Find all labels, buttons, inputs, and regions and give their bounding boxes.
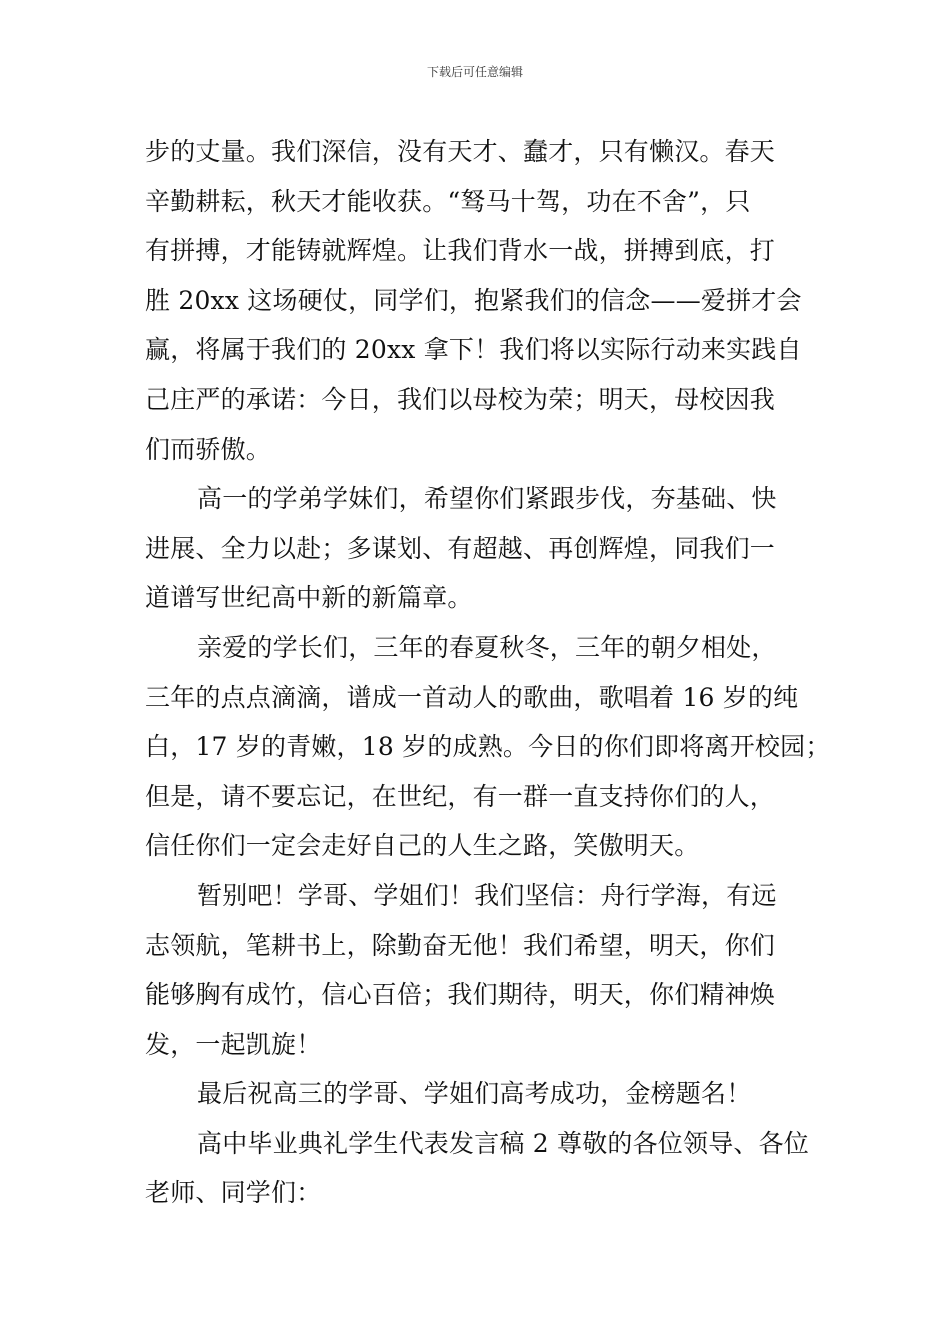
text-line: 进展、全力以赴；多谋划、有超越、再创辉煌，同我们一: [145, 533, 776, 563]
text-line: 步的丈量。我们深信，没有天才、蠢才，只有懒汉。春天: [145, 137, 776, 166]
page-header: 下载后可任意编辑: [426, 65, 523, 79]
text-line: 道谱写世纪高中新的新篇章。: [145, 583, 473, 613]
text-line: 三年的点点滴滴，谱成一首动人的歌曲，歌唱着 16 岁的纯: [145, 682, 799, 712]
document-body: [145, 127, 831, 1218]
text-line: 白，17 岁的青嫩，18 岁的成熟。今日的你们即将离开校园；: [145, 732, 831, 762]
text-line: 志领航，笔耕书上，除勤奋无他！我们希望，明天，你们: [145, 930, 776, 960]
text-line: 信任你们一定会走好自己的人生之路，笑傲明天。: [145, 831, 700, 861]
paragraph: [145, 871, 815, 1069]
text-line: 有拼搏，才能铸就辉煌。让我们背水一战，拼搏到底，打: [145, 236, 776, 266]
text-line: 发，一起凯旋！: [145, 1029, 322, 1059]
paragraph: [145, 623, 831, 871]
paragraph: [145, 474, 815, 623]
paragraph: [145, 1069, 815, 1119]
text-line: 老师、同学们：: [145, 1178, 322, 1208]
text-line: 最后祝高三的学哥、学姐们高考成功，金榜题名！: [197, 1079, 752, 1109]
text-line: 胜 20xx 这场硬仗，同学们，抱紧我们的信念——爱拼才会: [145, 285, 802, 315]
text-line: 高一的学弟学妹们，希望你们紧跟步伐，夯基础、快: [197, 484, 777, 514]
text-line: 赢，将属于我们的 20xx 拿下！我们将以实际行动来实践自: [145, 335, 802, 365]
text-line: 能够胸有成竹，信心百倍；我们期待，明天，你们精神焕: [145, 980, 776, 1010]
paragraph: [145, 1119, 815, 1218]
paragraph: [145, 127, 815, 474]
text-line: 但是，请不要忘记，在世纪，有一群一直支持你们的人，: [145, 781, 776, 811]
text-line: 高中毕业典礼学生代表发言稿 2 尊敬的各位领导、各位: [197, 1128, 810, 1158]
text-line: 己庄严的承诺：今日，我们以母校为荣；明天，母校因我: [145, 384, 776, 414]
text-line: 亲爱的学长们，三年的春夏秋冬，三年的朝夕相处，: [197, 632, 777, 662]
text-line: 暂别吧！学哥、学姐们！我们坚信：舟行学海，有远: [197, 880, 777, 910]
text-line: 辛勤耕耘，秋天才能收获。“驽马十驾，功在不舍”，只: [145, 186, 751, 216]
text-line: 们而骄傲。: [145, 434, 272, 464]
